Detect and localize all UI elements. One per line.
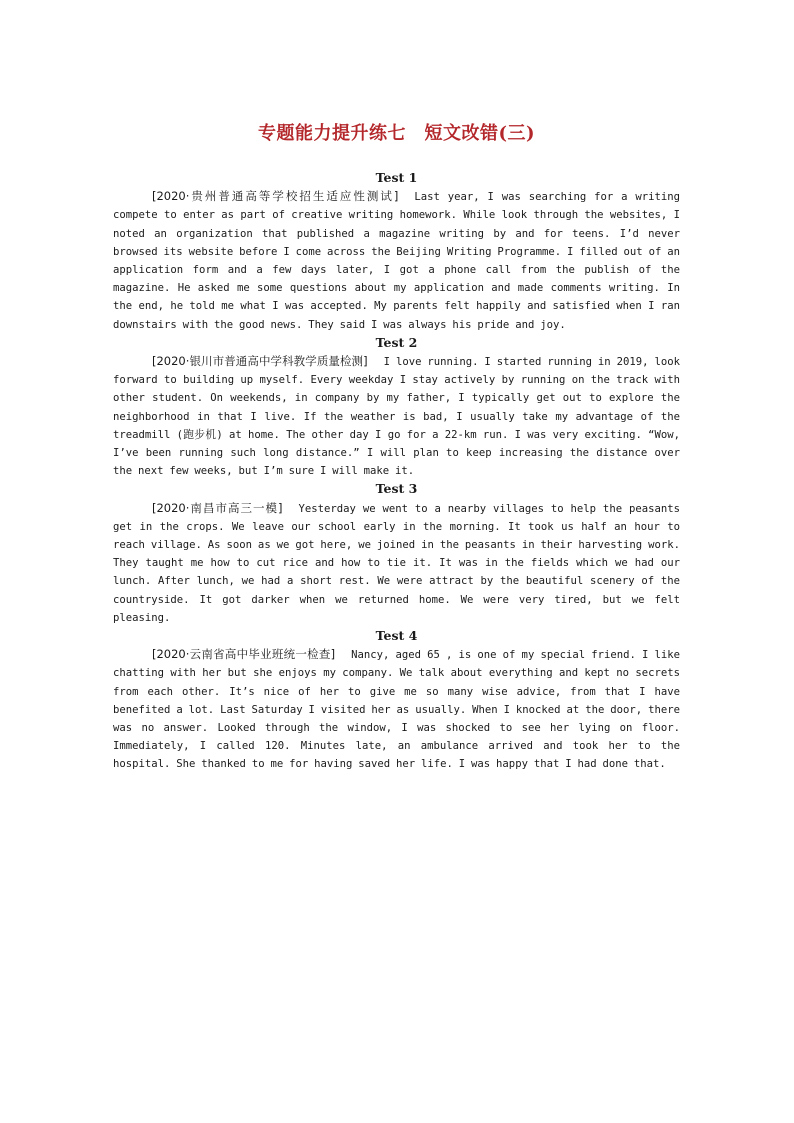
test-section-1	[113, 169, 680, 334]
test-text: Yesterday we went to a nearby villages to help the peasants get in the crops. We leave our school early in the morning. It took us half an hour to reach village. As soon as we got here, we joined in the peasants in their harvesting work. They taught me how to cut rice and how to tie it. It was in the fields which we had our lunch. After lunch, we had a short rest. We were attract by the beautiful scenery of the countryside. It got darker when we returned home. We were very tired, but we felt pleasing.	[113, 502, 680, 624]
test-section-3	[113, 480, 680, 627]
document-page	[113, 0, 680, 774]
test-heading: Test 1	[375, 170, 418, 185]
test-text: I love running. I started running in 2019, look forward to building up myself. Every weekday I stay actively by running on the track with other student. On weekends, in company by my father, I typically get out to explore the neighborhood in that I live. If the weather is bad, I usually take my advantage of the treadmill (跑步机) at home. The other day I go for a 22-km run. I was very exciting. “Wow, I’ve been running such long distance.” I will plan to keep increasing the distance over the next few weeks, but I’m sure I will make it.	[113, 356, 680, 478]
test-passage	[113, 645, 680, 773]
test-text: Last year, I was searching for a writing compete to enter as part of creative writing homework. While look through the websites, I noted an organization that published a magazine writing by and for teens. I’d never browsed its website before I come across the Beijing Writing Programme. I filled out of an application form and a few days later, I got a phone call from the publish of the magazine. He asked me some questions about my application and made comments writing. In the end, he told me what I was accepted. My parents felt happily and satisfied when I ran downstairs with the good news. They said I was always his pride and joy.	[113, 191, 680, 331]
test-source: [2020·银川市普通高中学科教学质量检测]	[152, 354, 368, 368]
test-section-4	[113, 627, 680, 774]
title-spacer	[113, 147, 680, 169]
test-source: [2020·云南省高中毕业班统一检查]	[152, 647, 336, 662]
test-source: [2020·南昌市高三一模]	[152, 500, 283, 515]
test-heading: Test 4	[375, 628, 418, 644]
page-title: 专题能力提升练七 短文改错(三)	[257, 123, 536, 144]
test-passage	[113, 352, 680, 480]
test-passage	[113, 499, 680, 627]
test-source: [2020·贵州普通高等学校招生适应性测试]	[152, 189, 399, 204]
test-passage	[113, 187, 680, 334]
test-text: Nancy, aged 65 , is one of my special friend. I like chatting with her but she enjoys my company. We talk about everything and kept no secrets from each other. It’s nice of her to give me so many wise advice, from that I have benefited a lot. Last Saturday I visited her as usually. When I knocked at the door, there was no answer. Looked through the window, I was shocked to see her lying on floor. Immediately, I called 120. Minutes late, an ambulance arrived and took her to the hospital. She thanked to me for having saved her life. I was happy that I had done that.	[113, 649, 681, 771]
test-heading: Test 3	[375, 481, 418, 497]
test-section-2	[113, 334, 680, 481]
test-heading: Test 2	[375, 334, 418, 350]
